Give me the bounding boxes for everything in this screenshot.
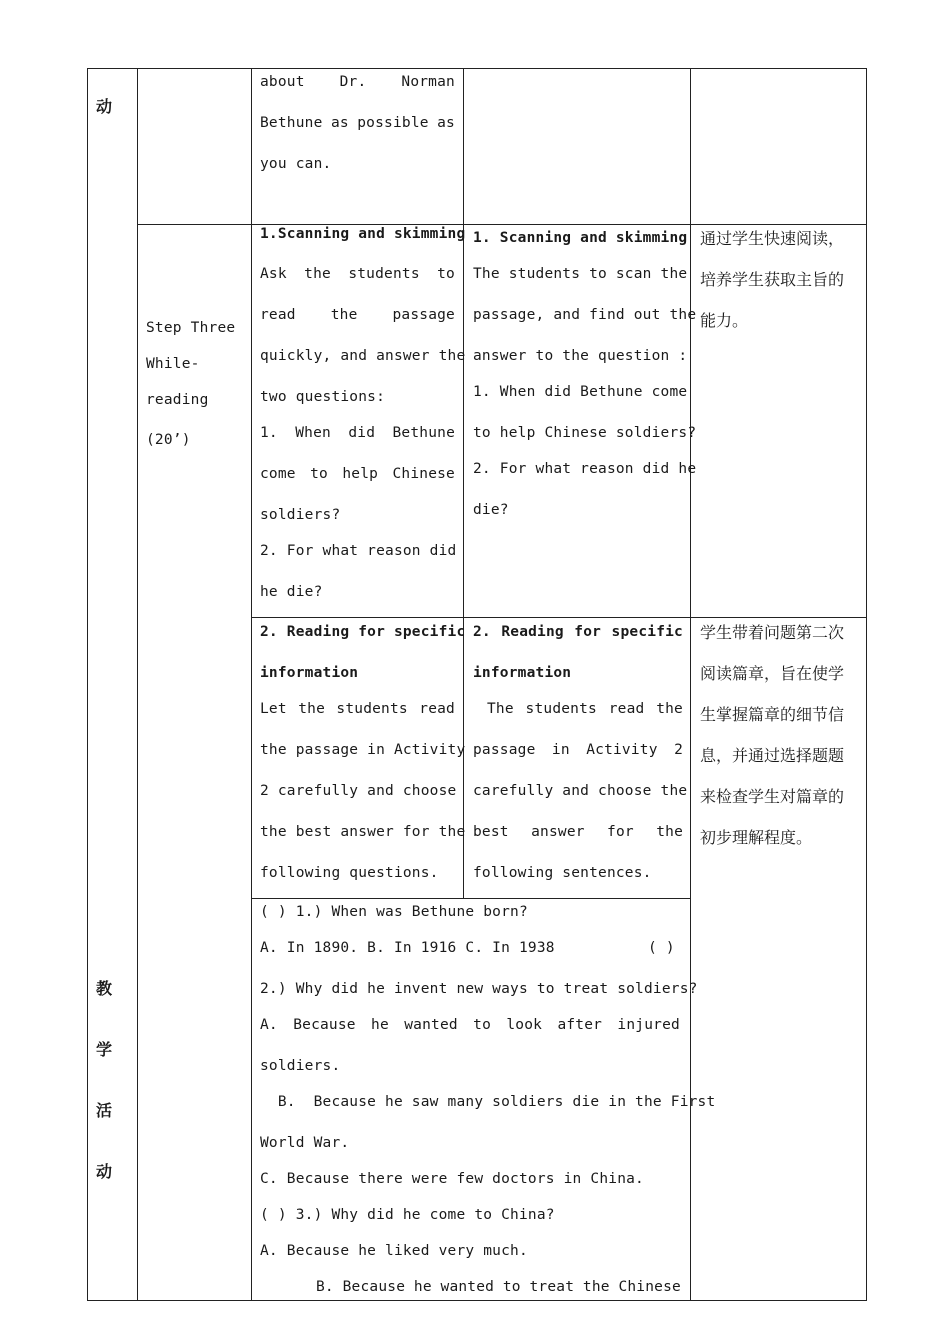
row2-purpose-line2: 阅读篇章，旨在使学 bbox=[700, 664, 845, 683]
row1-purpose-line1: 通过学生快速阅读， bbox=[700, 229, 845, 248]
question-3-option-b: B. Because he wanted to treat the Chinese bbox=[316, 1279, 681, 1295]
row2-teacher-title1: 2. Reading for specific bbox=[260, 624, 466, 640]
row2-student-title1: 2. Reading for specific bbox=[473, 624, 683, 640]
left-label-xue: 学 bbox=[96, 1040, 113, 1059]
row1-teacher-line6: come to help Chinese bbox=[260, 466, 455, 482]
row2-purpose-line5: 来检查学生对篇章的 bbox=[700, 787, 845, 806]
question-2-option-b-cont: World War. bbox=[260, 1135, 350, 1151]
row1-teacher-line5: 1. When did Bethune bbox=[260, 425, 455, 441]
step-subtitle-2: reading bbox=[146, 392, 209, 408]
row1-student-line1: The students to scan the bbox=[473, 266, 688, 282]
col-divider-2 bbox=[251, 68, 252, 1301]
row2-purpose-line3: 生掌握篇章的细节信 bbox=[700, 705, 845, 724]
left-label-dong: 动 bbox=[96, 1162, 113, 1181]
row1-purpose-line2: 培养学生获取主旨的 bbox=[700, 270, 845, 289]
row1-student-line2: passage, and find out the bbox=[473, 307, 697, 323]
question-2: 2.) Why did he invent new ways to treat soldiers? bbox=[260, 981, 698, 997]
row1-student-line7: die? bbox=[473, 502, 509, 518]
row2-teacher-line3: 2 carefully and choose bbox=[260, 783, 457, 799]
row0-teacher-line2: Bethune as possible as bbox=[260, 115, 455, 131]
col-divider-1 bbox=[137, 68, 138, 1301]
question-2-paren: ( ) bbox=[648, 940, 675, 956]
step-title: Step Three bbox=[146, 320, 236, 336]
row0-teacher-line3: you can. bbox=[260, 156, 332, 172]
question-2-option-a: A. Because he wanted to look after injured bbox=[260, 1017, 680, 1033]
row2-teacher-line1: Let the students read bbox=[260, 701, 455, 717]
left-label-jiao: 教 bbox=[96, 979, 113, 998]
table-border-top bbox=[87, 68, 867, 69]
left-label-huo: 活 bbox=[96, 1101, 113, 1120]
row1-teacher-line4: two questions: bbox=[260, 389, 386, 405]
question-2-option-a-cont: soldiers. bbox=[260, 1058, 341, 1074]
table-border-left bbox=[87, 68, 88, 1301]
row2-student-line3: carefully and choose the bbox=[473, 783, 688, 799]
row2-student-line1: The students read the bbox=[487, 701, 683, 717]
question-3-option-a: A. Because he liked very much. bbox=[260, 1243, 528, 1259]
table-border-right bbox=[866, 68, 867, 1301]
question-2-option-c: C. Because there were few doctors in China. bbox=[260, 1171, 644, 1187]
question-2-option-b: B. Because he saw many soldiers die in the First bbox=[260, 1094, 716, 1110]
row1-student-title: 1. Scanning and skimming bbox=[473, 230, 688, 246]
row2-purpose-line1: 学生带着问题第二次 bbox=[700, 623, 845, 642]
left-label-top: 动 bbox=[96, 97, 113, 116]
row2-purpose-line4: 息，并通过选择题题 bbox=[700, 746, 845, 765]
row1-teacher-line7: soldiers? bbox=[260, 507, 341, 523]
question-1: ( ) 1.) When was Bethune born? bbox=[260, 904, 528, 920]
row1-teacher-line2: read the passage bbox=[260, 307, 455, 323]
question-1-options: A. In 1890. B. In 1916 C. In 1938 bbox=[260, 940, 555, 956]
row2-teacher-line2: the passage in Activity bbox=[260, 742, 466, 758]
col-divider-3 bbox=[463, 68, 464, 899]
row2-student-line5: following sentences. bbox=[473, 865, 652, 881]
row2-teacher-line4: the best answer for the bbox=[260, 824, 466, 840]
row1-purpose-line3: 能力。 bbox=[700, 311, 749, 330]
row1-teacher-line1: Ask the students to bbox=[260, 266, 455, 282]
row2-student-line4: best answer for the bbox=[473, 824, 683, 840]
row1-teacher-line9: he die? bbox=[260, 584, 323, 600]
row2-student-line2: passage in Activity 2 bbox=[473, 742, 683, 758]
step-subtitle-1: While- bbox=[146, 356, 200, 372]
step-duration: (20’) bbox=[146, 432, 191, 448]
row1-teacher-title: 1.Scanning and skimming bbox=[260, 226, 466, 242]
row2-purpose-line6: 初步理解程度。 bbox=[700, 828, 813, 847]
row1-student-line5: to help Chinese soldiers? bbox=[473, 425, 697, 441]
row2-teacher-title2: information bbox=[260, 665, 359, 681]
row0-teacher-line1: about Dr. Norman bbox=[260, 74, 455, 90]
row2-teacher-line5: following questions. bbox=[260, 865, 439, 881]
row1-teacher-line8: 2. For what reason did bbox=[260, 543, 457, 559]
row1-teacher-line3: quickly, and answer the bbox=[260, 348, 466, 364]
row1-student-line6: 2. For what reason did he bbox=[473, 461, 697, 477]
question-3: ( ) 3.) Why did he come to China? bbox=[260, 1207, 555, 1223]
row1-student-line4: 1. When did Bethune come bbox=[473, 384, 688, 400]
row1-student-line3: answer to the question : bbox=[473, 348, 688, 364]
row2-student-title2: information bbox=[473, 665, 572, 681]
